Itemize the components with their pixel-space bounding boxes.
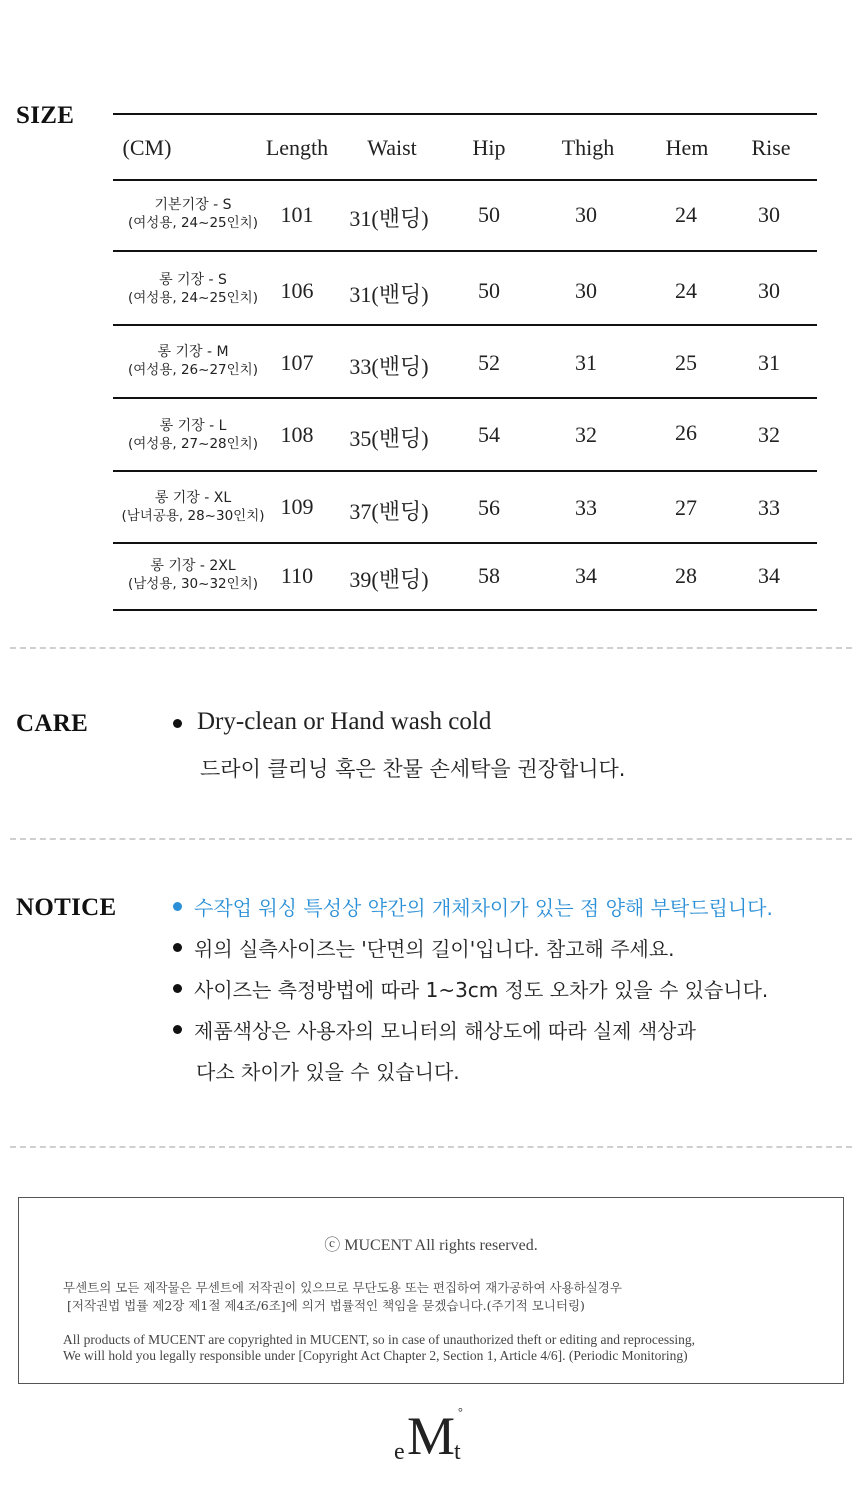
- size-fit: (남녀공용, 28~30인치): [121, 508, 265, 524]
- rise-value: 30: [758, 278, 780, 303]
- rise-value: 34: [758, 563, 780, 588]
- size-name: 롱 기장 - L: [159, 418, 227, 434]
- section-divider: [10, 1146, 852, 1148]
- size-fit: (여성용, 26~27인치): [128, 362, 258, 378]
- length-value: 101: [280, 202, 314, 227]
- hem-value: 28: [675, 563, 697, 588]
- logo-degree-mark: °: [458, 1405, 463, 1419]
- header-length: Length: [265, 135, 329, 160]
- bullet-icon: [173, 902, 182, 911]
- hip-value: 54: [478, 422, 500, 447]
- rise-value: 32: [758, 422, 780, 447]
- bullet-icon: [173, 1025, 182, 1034]
- thigh-value: 33: [575, 495, 597, 520]
- notice-text: 수작업 워싱 특성상 약간의 개체차이가 있는 점 양해 부탁드립니다.: [194, 896, 773, 920]
- notice-text: 제품색상은 사용자의 모니터의 해상도에 따라 실제 색상과: [194, 1019, 696, 1043]
- copyright-kr-line1: 무센트의 모든 제작물은 무센트에 저작권이 있으므로 무단도용 또는 편집하여 재가공하여 사용하실경우: [63, 1280, 622, 1295]
- size-name: 기본기장 - S: [154, 197, 232, 213]
- hip-value: 58: [478, 563, 500, 588]
- thigh-value: 30: [575, 278, 597, 303]
- size-fit: (남성용, 30~32인치): [128, 576, 258, 592]
- size-name-cell: [115, 417, 271, 453]
- care-text-kr: 드라이 클리닝 혹은 찬물 손세탁을 권장합니다.: [200, 757, 626, 781]
- size-fit: (여성용, 27~28인치): [128, 436, 258, 452]
- hem-value: 24: [675, 278, 697, 303]
- length-value: 108: [280, 422, 314, 447]
- waist-value: 33(밴딩): [349, 354, 429, 379]
- hem-value: 27: [675, 495, 697, 520]
- row-rule: [113, 542, 817, 544]
- size-name-cell: [115, 196, 271, 232]
- notice-text-continuation: 다소 차이가 있을 수 있습니다.: [196, 1060, 460, 1084]
- length-value: 106: [280, 278, 314, 303]
- row-rule: [113, 397, 817, 399]
- size-name: 롱 기장 - M: [157, 344, 229, 360]
- waist-value: 37(밴딩): [349, 499, 429, 524]
- size-name: 롱 기장 - S: [159, 272, 227, 288]
- header-rise: Rise: [751, 135, 791, 160]
- logo-letter-e: e: [394, 1439, 405, 1465]
- notice-section-title: NOTICE: [16, 894, 117, 921]
- care-text-en: Dry-clean or Hand wash cold: [197, 708, 492, 735]
- size-section-title: SIZE: [16, 102, 75, 129]
- header-hem: Hem: [665, 135, 709, 160]
- hem-value: 24: [675, 202, 697, 227]
- copyright-box: [18, 1197, 844, 1384]
- thigh-value: 34: [575, 563, 597, 588]
- copyright-en-line1: All products of MUCENT are copyrighted in MUCENT, so in case of unauthorized theft or editing and reprocessing,: [63, 1332, 695, 1347]
- section-divider: [10, 647, 852, 649]
- logo-letter-t: t: [454, 1439, 461, 1465]
- header-thigh: Thigh: [561, 135, 615, 160]
- size-name-cell: [115, 271, 271, 307]
- rise-value: 31: [758, 350, 780, 375]
- thigh-value: 30: [575, 202, 597, 227]
- table-top-rule: [113, 113, 817, 115]
- waist-value: 35(밴딩): [349, 426, 429, 451]
- table-bottom-rule: [113, 609, 817, 611]
- bullet-icon: [173, 984, 182, 993]
- copyright-kr-line2: [저작권법 법률 제2장 제1절 제4조/6조]에 의거 법률적인 책임을 묻겠습니다.(주기적 모니터링): [67, 1298, 585, 1313]
- thigh-value: 31: [575, 350, 597, 375]
- row-rule: [113, 324, 817, 326]
- rise-value: 33: [758, 495, 780, 520]
- copyright-title: ⓒ MUCENT All rights reserved.: [324, 1237, 538, 1254]
- hip-value: 52: [478, 350, 500, 375]
- table-header-rule: [113, 179, 817, 181]
- notice-text: 사이즈는 측정방법에 따라 1~3cm 정도 오차가 있을 수 있습니다.: [194, 978, 769, 1002]
- care-section-title: CARE: [16, 710, 89, 737]
- copyright-en-line2: We will hold you legally responsible under [Copyright Act Chapter 2, Section 1, Article 4/6]. (Periodic Monitoring): [63, 1348, 688, 1363]
- bullet-icon: [173, 719, 182, 728]
- row-rule: [113, 250, 817, 252]
- bullet-icon: [173, 943, 182, 952]
- length-value: 110: [280, 563, 314, 588]
- header-waist: Waist: [367, 135, 417, 160]
- rise-value: 30: [758, 202, 780, 227]
- notice-text: 위의 실측사이즈는 '단면의 길이'입니다. 참고해 주세요.: [194, 937, 675, 961]
- hip-value: 50: [478, 278, 500, 303]
- size-fit: (여성용, 24~25인치): [128, 215, 258, 231]
- hem-value: 25: [675, 350, 697, 375]
- row-rule: [113, 470, 817, 472]
- size-name-cell: [115, 557, 271, 593]
- size-name: 롱 기장 - XL: [154, 490, 232, 506]
- waist-value: 39(밴딩): [349, 567, 429, 592]
- section-divider: [10, 838, 852, 840]
- size-name: 롱 기장 - 2XL: [150, 558, 236, 574]
- brand-logo: [380, 1405, 480, 1485]
- size-name-cell: [115, 343, 271, 379]
- waist-value: 31(밴딩): [349, 282, 429, 307]
- length-value: 107: [280, 350, 314, 375]
- size-fit: (여성용, 24~25인치): [128, 290, 258, 306]
- header-hip: Hip: [472, 135, 506, 160]
- header-unit: (CM): [122, 135, 172, 160]
- hip-value: 56: [478, 495, 500, 520]
- size-name-cell: [115, 489, 271, 525]
- logo-letter-m: M: [407, 1406, 456, 1466]
- hip-value: 50: [478, 202, 500, 227]
- hem-value: 26: [675, 420, 697, 445]
- waist-value: 31(밴딩): [349, 206, 429, 231]
- thigh-value: 32: [575, 422, 597, 447]
- length-value: 109: [280, 494, 314, 519]
